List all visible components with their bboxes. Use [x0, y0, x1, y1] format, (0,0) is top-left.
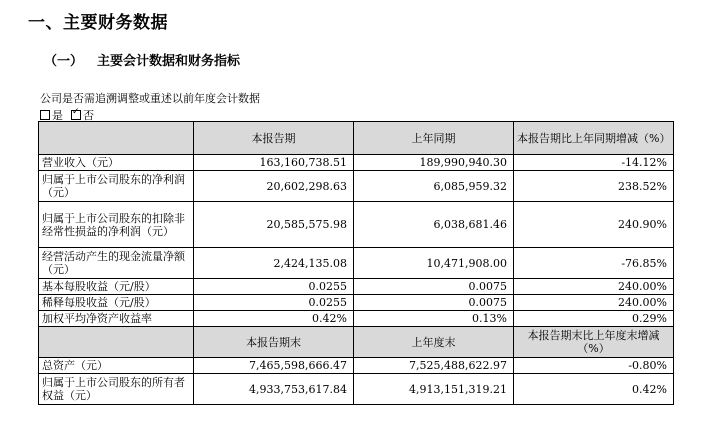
- cell-change: 240.00%: [514, 295, 674, 311]
- cell-change: -14.12%: [514, 155, 674, 171]
- header-empty-cell: [39, 122, 194, 155]
- header-current-period: 本报告期: [194, 122, 354, 155]
- header-empty-cell: [39, 327, 194, 358]
- restatement-question: 公司是否需追溯调整或重述以前年度会计数据: [40, 92, 260, 105]
- table-row: [39, 374, 674, 405]
- cell-current: 163,160,738.51: [194, 155, 354, 171]
- table-row: [39, 358, 674, 374]
- cell-change: -76.85%: [514, 248, 674, 279]
- table-row: [39, 155, 674, 171]
- subsection-text: 主要会计数据和财务指标: [97, 54, 241, 69]
- cell-change: 240.90%: [514, 202, 674, 248]
- cell-change: -0.80%: [514, 358, 674, 374]
- subsection-number: （一）: [44, 54, 84, 69]
- choice-no-label: 否: [83, 109, 94, 122]
- row-label: 经营活动产生的现金流量净额（元）: [39, 248, 194, 279]
- section-title: 一、主要财务数据: [28, 13, 168, 33]
- cell-current: 2,424,135.08: [194, 248, 354, 279]
- cell-current: 20,602,298.63: [194, 171, 354, 202]
- header-prior-period: 上年同期: [354, 122, 514, 155]
- cell-prior: 6,038,681.46: [354, 202, 514, 248]
- table-row: [39, 202, 674, 248]
- row-label: 营业收入（元）: [39, 155, 194, 171]
- cell-prior: 4,913,151,319.21: [354, 374, 514, 405]
- checkbox-no-checked-icon: [71, 110, 81, 120]
- table-row: [39, 248, 674, 279]
- cell-prior: 7,525,488,622.97: [354, 358, 514, 374]
- table-row: [39, 311, 674, 327]
- table-row: [39, 295, 674, 311]
- header-period-end: 本报告期末: [194, 327, 354, 358]
- row-label: 稀释每股收益（元/股）: [39, 295, 194, 311]
- cell-prior: 189,990,940.30: [354, 155, 514, 171]
- cell-prior: 0.13%: [354, 311, 514, 327]
- subsection-title: [44, 50, 240, 69]
- row-label: 基本每股收益（元/股）: [39, 279, 194, 295]
- cell-current: 0.0255: [194, 279, 354, 295]
- cell-change: 240.00%: [514, 279, 674, 295]
- financial-indicators-table: [38, 121, 674, 405]
- cell-prior: 0.0075: [354, 279, 514, 295]
- header-prior-year-end: 上年度末: [354, 327, 514, 358]
- cell-current: 20,585,575.98: [194, 202, 354, 248]
- cell-change: 238.52%: [514, 171, 674, 202]
- table-row: [39, 171, 674, 202]
- row-label: 归属于上市公司股东的所有者权益（元）: [39, 374, 194, 405]
- row-label: 加权平均净资产收益率: [39, 311, 194, 327]
- cell-prior: 6,085,959.32: [354, 171, 514, 202]
- table-header-row: [39, 122, 674, 155]
- cell-current: 4,933,753,617.84: [194, 374, 354, 405]
- cell-current: 0.42%: [194, 311, 354, 327]
- table-header-row-2: [39, 327, 674, 358]
- header-change-percent: 本报告期比上年同期增减（%）: [514, 122, 674, 155]
- table-row: [39, 279, 674, 295]
- cell-change: 0.29%: [514, 311, 674, 327]
- cell-current: 7,465,598,666.47: [194, 358, 354, 374]
- cell-current: 0.0255: [194, 295, 354, 311]
- row-label: 总资产（元）: [39, 358, 194, 374]
- checkbox-yes-icon: [40, 110, 50, 120]
- row-label: 归属于上市公司股东的扣除非经常性损益的净利润（元）: [39, 202, 194, 248]
- cell-prior: 10,471,908.00: [354, 248, 514, 279]
- choice-yes-label: 是: [52, 109, 63, 122]
- cell-prior: 0.0075: [354, 295, 514, 311]
- header-change-percent-2: 本报告期末比上年度末增减（%）: [514, 327, 674, 358]
- cell-change: 0.42%: [514, 374, 674, 405]
- row-label: 归属于上市公司股东的净利润（元）: [39, 171, 194, 202]
